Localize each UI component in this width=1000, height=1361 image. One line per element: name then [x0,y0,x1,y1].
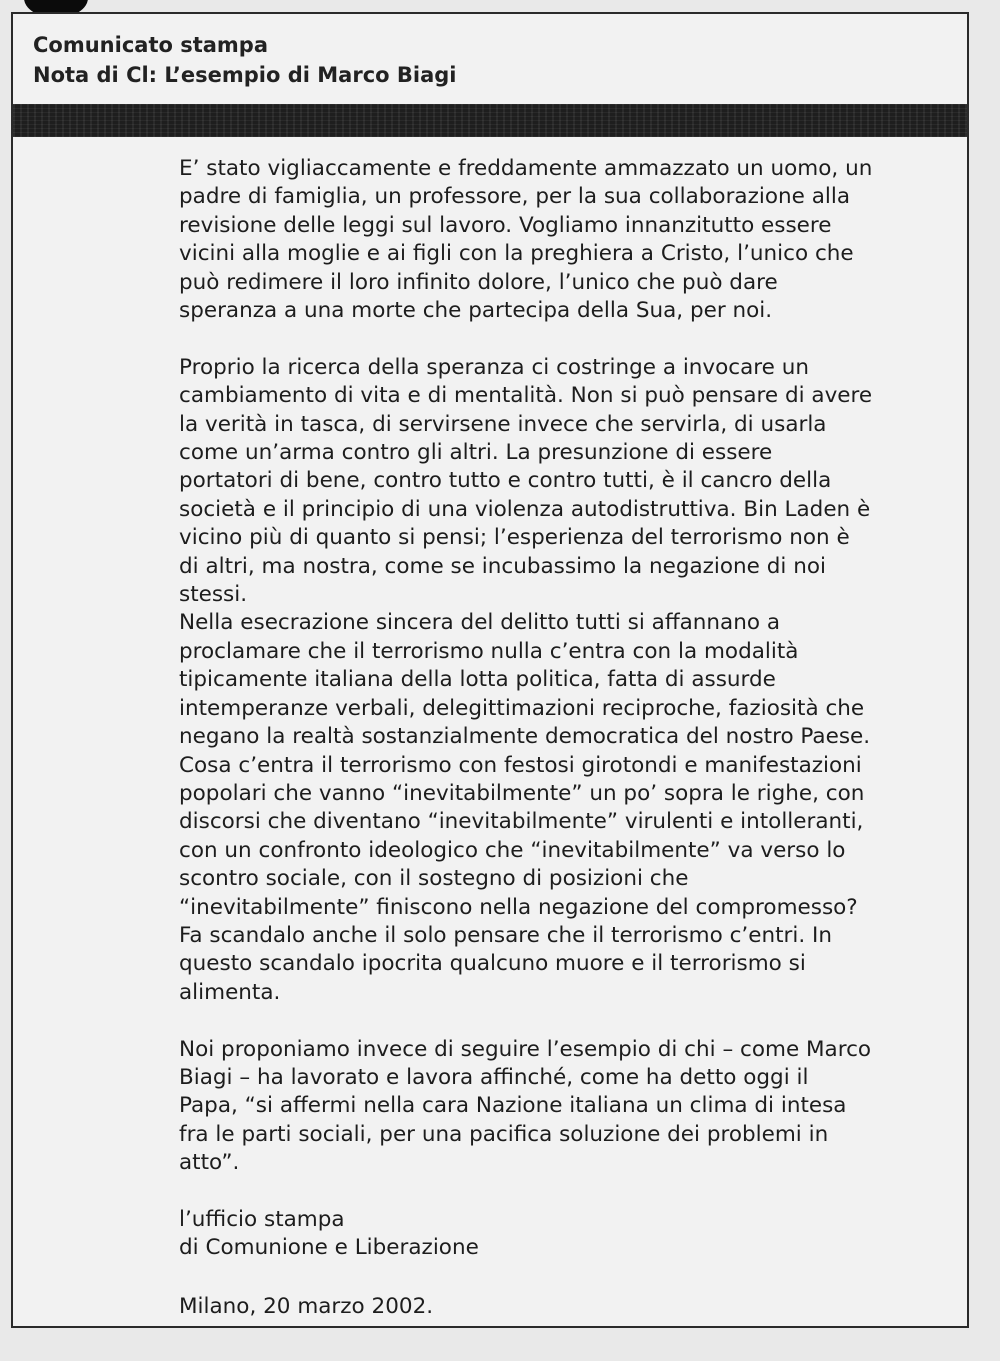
text-line: Nella esecrazione sincera del delitto tutti si affannano a [179,610,781,636]
text-line: la verità in tasca, di servirsene invece che servirla, di usarla [179,411,827,437]
signature-line-2: di Comunione e Liberazione [179,1235,479,1261]
text-line: discorsi che diventano “inevitabilmente” virulenti e intolleranti, [179,809,864,835]
text-line: speranza a una morte che partecipa della Sua, per noi. [179,298,773,324]
text-line: “inevitabilmente” finiscono nella negazione del compromesso? [179,894,858,920]
date-text: Milano, 20 marzo 2002. [179,1293,434,1319]
paragraph-4 [179,1036,959,1178]
text-line: di altri, ma nostra, come se incubassimo la negazione di noi [179,553,826,579]
paragraph-2 [179,354,959,610]
text-line: Biagi – ha lavorato e lavora affinché, come ha detto oggi il [179,1064,809,1090]
text-line: può redimere il loro infinito dolore, l’unico che può dare [179,269,778,295]
text-line: intemperanze verbali, delegittimazioni reciproche, faziosità che [179,695,865,721]
body-text [179,155,959,1321]
text-line: Papa, “si affermi nella cara Nazione italiana un clima di intesa [179,1093,847,1119]
signature [179,1206,959,1263]
text-line: questo scandalo ipocrita qualcuno muore e il terrorismo si [179,951,806,977]
text-line: padre di famiglia, un professore, per la sua collaborazione alla [179,184,851,210]
date-line [179,1293,959,1321]
text-line: revisione delle leggi sul lavoro. Vogliamo innanzitutto essere [179,212,832,238]
press-release-page [11,12,969,1328]
header-kicker: Comunicato stampa [33,33,269,57]
text-line: fra le parti sociali, per una pacifica soluzione dei problemi in [179,1121,829,1147]
text-line: Proprio la ricerca della speranza ci costringe a invocare un [179,354,809,380]
text-line: vicino più di quanto si pensi; l’esperienza del terrorismo non è [179,525,850,551]
paragraph-1 [179,155,959,325]
text-line: E’ stato vigliaccamente e freddamente ammazzato un uomo, un [179,156,873,181]
paragraph-3 [179,609,959,1007]
text-line: come un’arma contro gli altri. La presunzione di essere [179,440,773,466]
text-line: Noi proponiamo invece di seguire l’esempio di chi – come Marco [179,1036,872,1062]
text-line: negano la realtà sostanzialmente democratica del nostro Paese. [179,724,871,750]
text-line: stessi. [179,582,248,608]
signature-line-1: l’ufficio stampa [179,1206,345,1232]
header-title: Nota di Cl: L’esempio di Marco Biagi [33,63,457,87]
text-line: atto”. [179,1150,240,1176]
text-line: tipicamente italiana della lotta politica, fatta di assurde [179,667,776,693]
text-line: scontro sociale, con il sostegno di posizioni che [179,866,689,892]
header [33,30,457,90]
text-line: Cosa c’entra il terrorismo con festosi girotondi e manifestazioni [179,752,862,778]
text-line: società e il principio di una violenza autodistruttiva. Bin Laden è [179,496,871,522]
text-line: popolari che vanno “inevitabilmente” un po’ sopra le righe, con [179,780,865,806]
header-banner [13,104,967,137]
text-line: alimenta. [179,979,281,1005]
text-line: cambiamento di vita e di mentalità. Non si può pensare di avere [179,383,873,409]
text-line: proclamare che il terrorismo nulla c’entra con la modalità [179,638,799,664]
text-line: con un confronto ideologico che “inevitabilmente” va verso lo [179,837,846,863]
text-line: vicini alla moglie e ai figli con la preghiera a Cristo, l’unico che [179,241,854,267]
text-line: Fa scandalo anche il solo pensare che il terrorismo c’entri. In [179,922,832,948]
text-line: portatori di bene, contro tutto e contro tutti, è il cancro della [179,468,832,494]
